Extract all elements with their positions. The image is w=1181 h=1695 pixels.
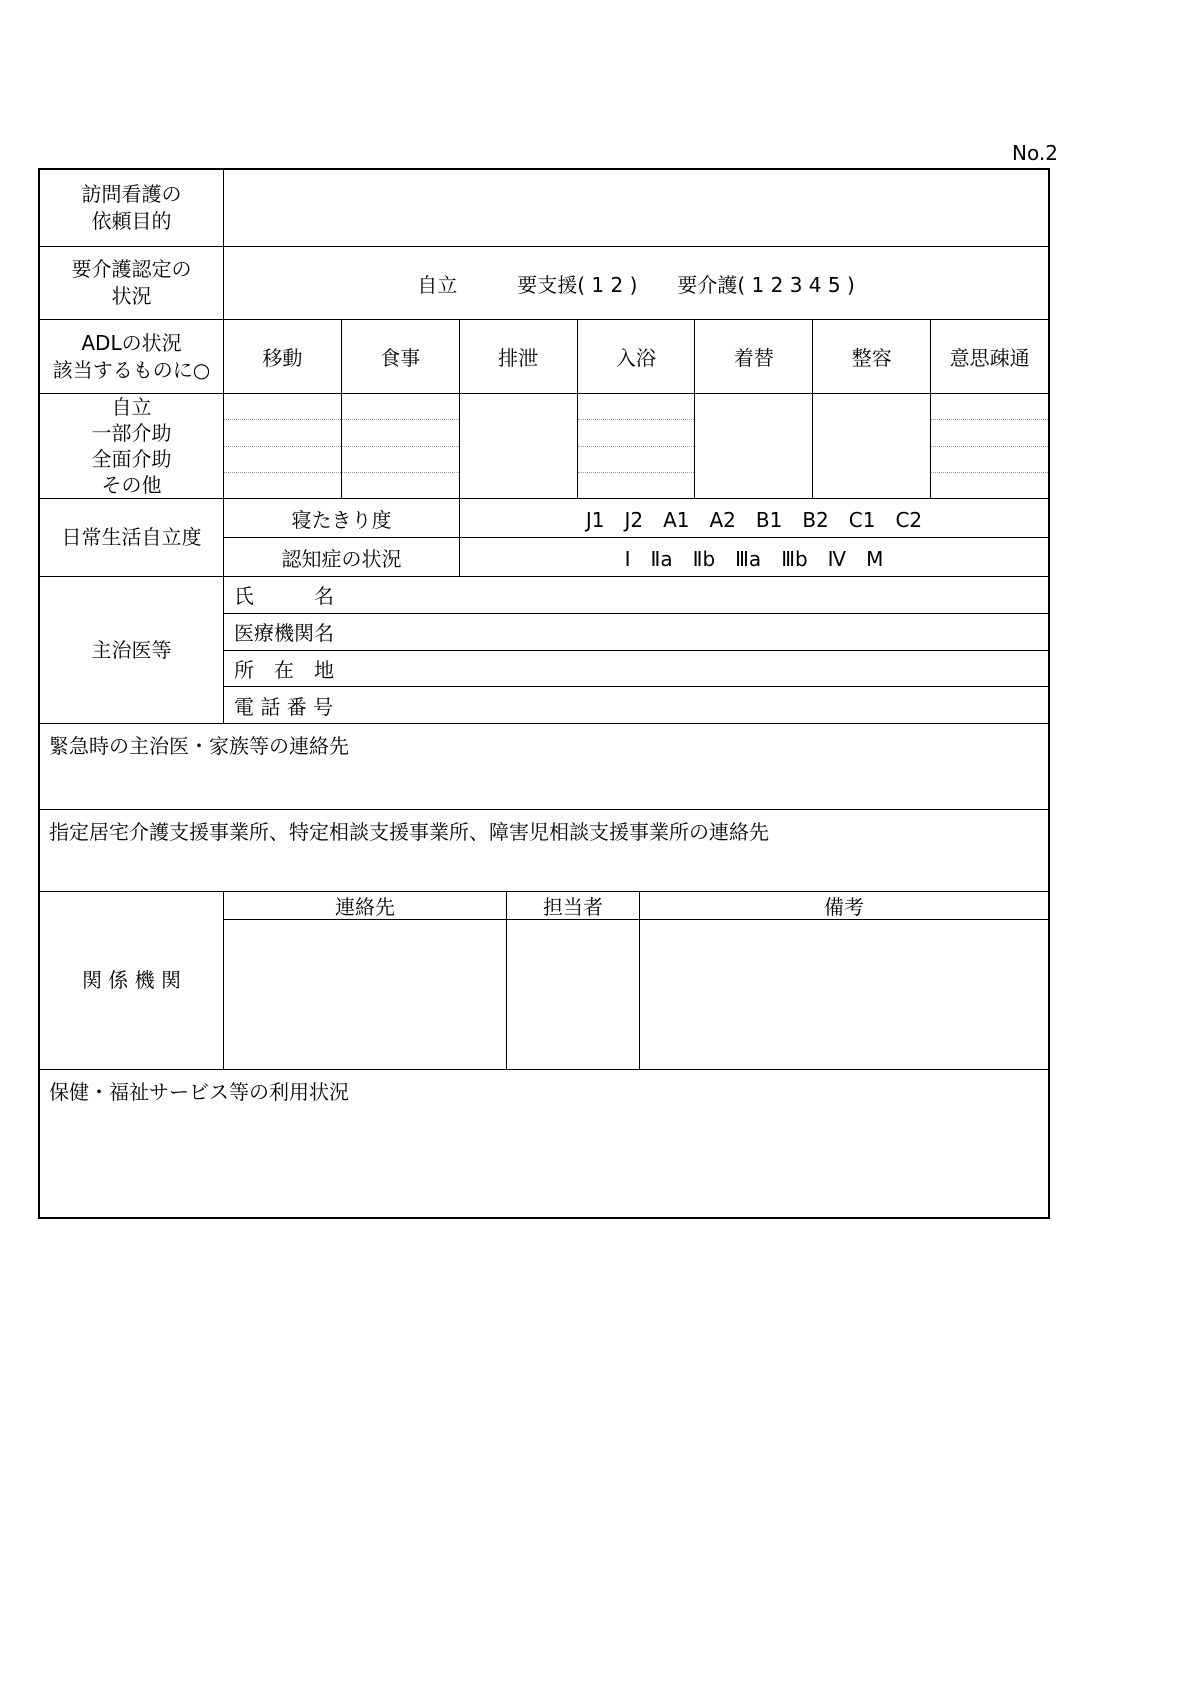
adl-label-line1: ADLの状況: [81, 330, 182, 355]
services-usage-label: 保健・福祉サービス等の利用状況: [49, 1080, 349, 1104]
certification-label: [40, 247, 224, 319]
orgs-remarks-entry-cell: [640, 920, 1048, 1069]
adl-mark-subcell: [224, 420, 341, 446]
physician-fields: [224, 577, 1048, 723]
adl-level-full-assist: 全面介助: [91, 447, 172, 471]
orgs-person-entry-cell: [507, 920, 640, 1069]
bedridden-subrow: [224, 499, 1048, 538]
row-services-usage: [40, 1070, 1048, 1217]
adl-mark-subcell: [224, 473, 341, 498]
orgs-column-header-person: 担当者: [507, 892, 640, 919]
adl-mark-subcell: [578, 420, 695, 446]
adl-mark-cell-grooming: [813, 394, 931, 498]
adl-mark-subcell: [342, 394, 459, 420]
adl-mark-subcell: [931, 473, 1048, 498]
purpose-label-line2: 依頼目的: [91, 209, 172, 233]
visiting-nursing-form-table: [38, 168, 1050, 1219]
adl-mark-subcell: [931, 394, 1048, 420]
adl-mark-subcell: [342, 473, 459, 498]
adl-column-header-excretion: 排泄: [460, 320, 578, 393]
independence-body: [224, 499, 1048, 576]
physician-address-field: 所 在 地: [224, 651, 1048, 688]
adl-mark-cell-dressing: [695, 394, 813, 498]
adl-mark-cell-bathing: [578, 394, 696, 498]
row-independence: [40, 499, 1048, 577]
support-offices-label: 指定居宅介護支援事業所、特定相談支援事業所、障害児相談支援事業所の連絡先: [49, 820, 769, 844]
adl-mark-subcell: [578, 473, 695, 498]
row-purpose: [40, 170, 1048, 247]
adl-level-other: その他: [101, 473, 162, 497]
related-orgs-header: [224, 892, 1048, 920]
adl-column-header-mobility: 移動: [224, 320, 342, 393]
physician-name-field: 氏 名: [224, 577, 1048, 614]
purpose-label-line1: 訪問看護の: [81, 182, 182, 206]
adl-column-header-eating: 食事: [342, 320, 460, 393]
adl-level-independent: 自立: [111, 395, 152, 419]
purpose-label: [40, 170, 224, 246]
certification-options: 自立 要支援( 1 2 ) 要介護( 1 2 3 4 5 ): [417, 272, 855, 297]
physician-label: 主治医等: [40, 577, 224, 723]
adl-mark-cell-communication: [931, 394, 1048, 498]
adl-mark-subcell: [578, 447, 695, 473]
certification-label-line1: 要介護認定の: [71, 257, 192, 281]
physician-institution-field: 医療機関名: [224, 614, 1048, 651]
adl-column-header-dressing: 着替: [695, 320, 813, 393]
adl-label: [40, 320, 224, 393]
independence-label: 日常生活自立度: [40, 499, 224, 576]
physician-phone-field: 電 話 番 号: [234, 694, 334, 719]
dementia-subrow: [224, 538, 1048, 576]
row-adl-header: [40, 320, 1048, 394]
adl-level-partial-assist: 一部介助: [91, 421, 172, 445]
row-support-offices: [40, 810, 1048, 892]
purpose-entry-area: [224, 170, 1048, 246]
emergency-contacts-label: 緊急時の主治医・家族等の連絡先: [49, 734, 349, 758]
orgs-contact-entry-cell: [224, 920, 507, 1069]
adl-mark-subcell: [342, 447, 459, 473]
row-certification: [40, 247, 1048, 320]
adl-column-header-grooming: 整容: [813, 320, 931, 393]
row-related-organizations: [40, 892, 1048, 1070]
adl-mark-subcell: [224, 447, 341, 473]
dementia-values: Ⅰ Ⅱa Ⅱb Ⅲa Ⅲb Ⅳ M: [624, 546, 884, 571]
row-emergency-contacts: [40, 724, 1048, 810]
row-adl-body: [40, 394, 1048, 499]
related-orgs-label: 関 係 機 関: [40, 892, 224, 1069]
bedridden-values: J1 J2 A1 A2 B1 B2 C1 C2: [585, 507, 923, 532]
bedridden-label: 寝たきり度: [224, 499, 460, 537]
adl-label-line2: 該当するものに○: [52, 357, 211, 382]
adl-mark-cell-mobility: [224, 394, 342, 498]
adl-column-header-bathing: 入浴: [578, 320, 696, 393]
adl-mark-subcell: [578, 394, 695, 420]
adl-mark-subcell: [931, 420, 1048, 446]
adl-level-labels: [40, 394, 224, 498]
orgs-column-header-contact: 連絡先: [224, 892, 507, 919]
dementia-label: 認知症の状況: [224, 538, 460, 576]
row-physician: [40, 577, 1048, 724]
adl-mark-cell-eating: [342, 394, 460, 498]
orgs-column-header-remarks: 備考: [824, 895, 864, 919]
adl-mark-subcell: [224, 394, 341, 420]
adl-column-header-communication: 意思疎通: [949, 346, 1030, 370]
page-number: No.2: [1012, 141, 1058, 165]
adl-mark-cell-excretion: [460, 394, 578, 498]
related-orgs-entry-rows: [224, 920, 1048, 1069]
adl-mark-subcell: [342, 420, 459, 446]
adl-mark-subcell: [931, 447, 1048, 473]
certification-label-line2: 状況: [111, 284, 152, 308]
related-orgs-body: [224, 892, 1048, 1069]
